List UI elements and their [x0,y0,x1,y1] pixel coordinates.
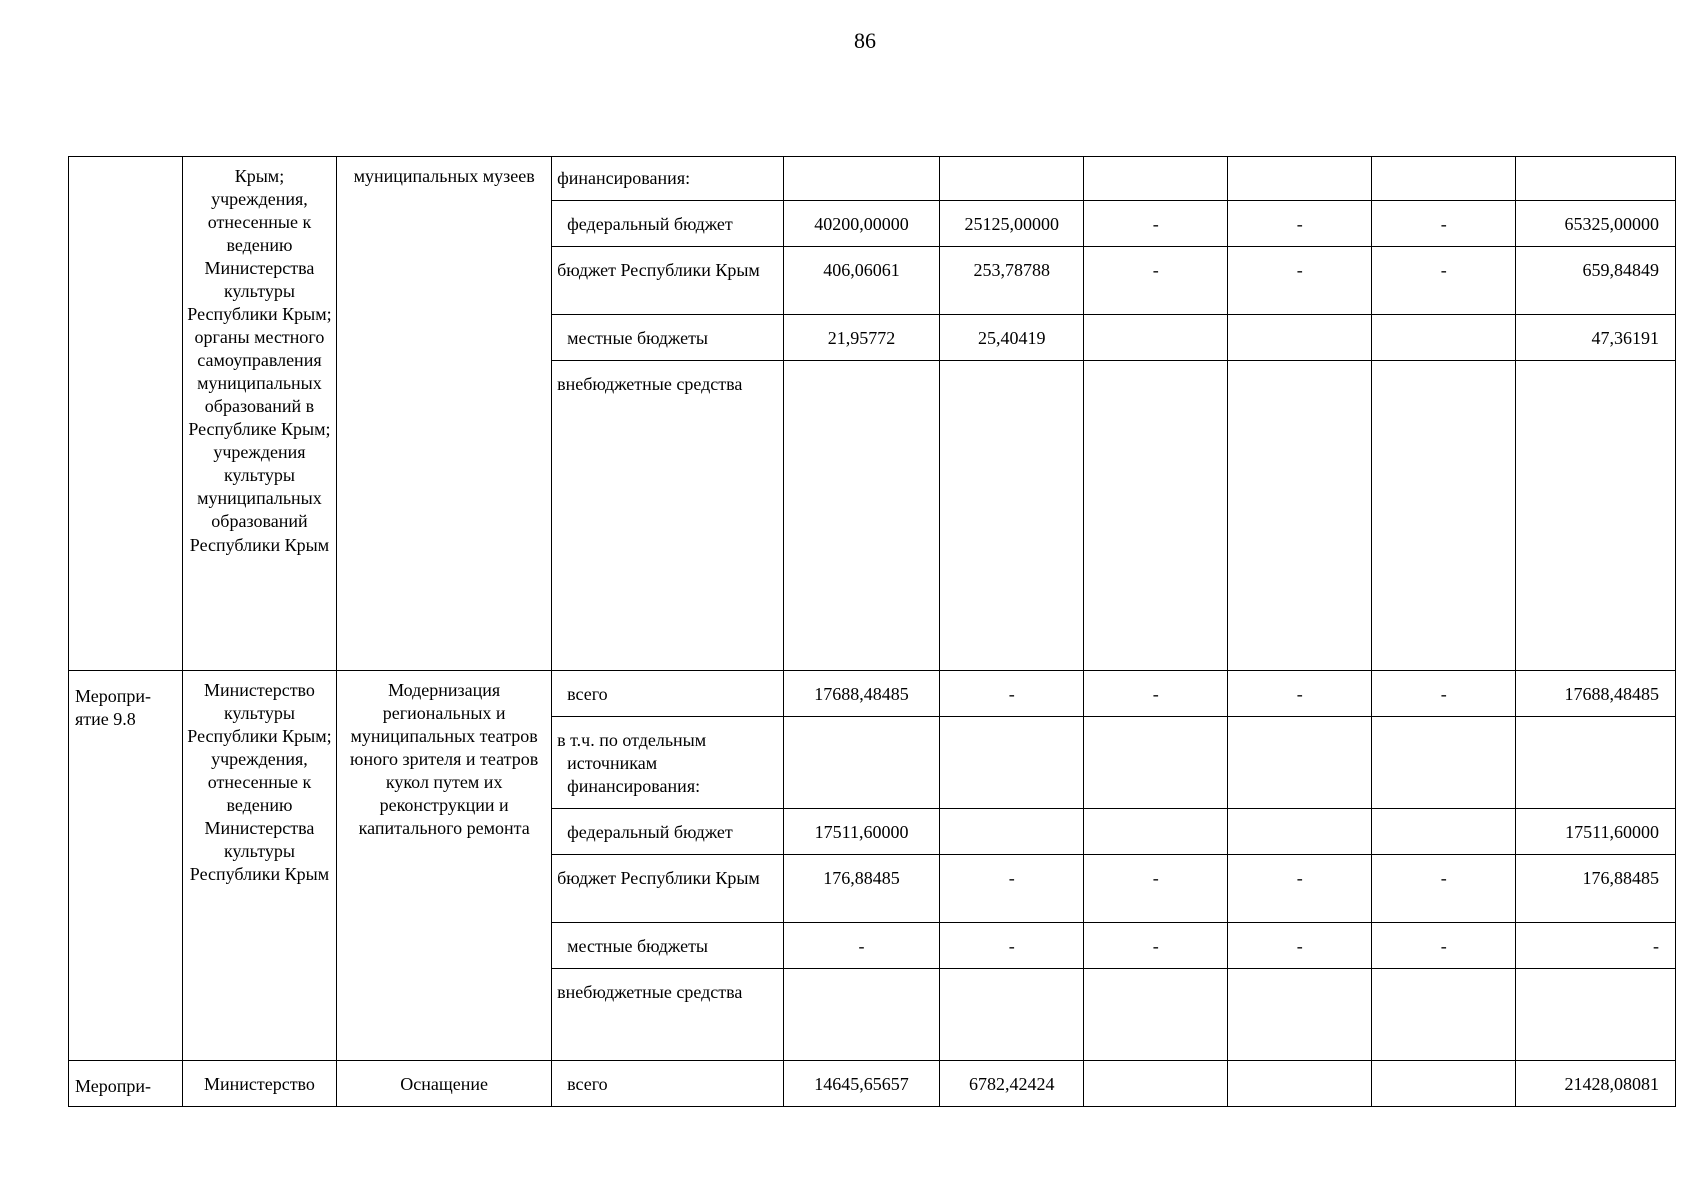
source-cell: бюджет Республики Крым [552,247,784,315]
value-cell: 6782,42424 [940,1061,1084,1107]
value-cell: 406,06061 [783,247,940,315]
value-cell: - [1084,855,1228,923]
value-cell [1084,809,1228,855]
event-cell [69,157,183,671]
value-cell: 14645,65657 [783,1061,940,1107]
value-cell: 17511,60000 [783,809,940,855]
source-cell: внебюджетные средства [552,969,784,1061]
value-cell: - [940,855,1084,923]
value-cell: - [1372,855,1516,923]
value-cell: - [1084,201,1228,247]
value-cell: - [1228,247,1372,315]
total-value-cell: - [1516,923,1676,969]
total-value-cell: 47,36191 [1516,315,1676,361]
budget-table [68,156,1676,1107]
event-name-cell: муниципальных музеев [337,157,552,671]
value-cell: 21,95772 [783,315,940,361]
source-cell: местные бюджеты [552,315,784,361]
event-cell: Меропри-ятие 9.8 [69,671,183,1061]
total-value-cell: 17511,60000 [1516,809,1676,855]
value-cell: 17688,48485 [783,671,940,717]
value-cell [1228,1061,1372,1107]
value-cell: - [1372,671,1516,717]
value-cell: 25,40419 [940,315,1084,361]
source-cell: бюджет Республики Крым [552,855,784,923]
total-value-cell: 659,84849 [1516,247,1676,315]
value-cell: 176,88485 [783,855,940,923]
value-cell: - [1372,247,1516,315]
value-cell [1228,809,1372,855]
value-cell: - [1372,923,1516,969]
table-row [69,157,1676,201]
table-row [69,671,1676,717]
value-cell: - [1228,201,1372,247]
value-cell: - [1228,671,1372,717]
source-cell: в т.ч. по отдельным источникам финансирования: [552,717,784,809]
value-cell [1084,315,1228,361]
source-cell: всего [552,671,784,717]
source-cell: финансирования: [552,157,784,201]
source-cell: федеральный бюджет [552,809,784,855]
value-cell: - [783,923,940,969]
value-cell [1084,1061,1228,1107]
source-cell: федеральный бюджет [552,201,784,247]
value-cell: 253,78788 [940,247,1084,315]
executor-cell: Министерство [182,1061,336,1107]
event-name-cell: Оснащение [337,1061,552,1107]
total-value-cell: 65325,00000 [1516,201,1676,247]
value-cell [1372,809,1516,855]
value-cell: 40200,00000 [783,201,940,247]
total-value-cell: 176,88485 [1516,855,1676,923]
value-cell [940,809,1084,855]
executor-cell: Крым; учреждения, отнесенные к ведению Министерства культуры Республики Крым; органы местного самоуправления муниципальных образований в Республике Крым; учреждения культуры муниципальных образований Республики Крым [182,157,336,671]
source-cell: внебюджетные средства [552,361,784,671]
value-cell [1228,315,1372,361]
table-row [69,1061,1676,1107]
value-cell: 25125,00000 [940,201,1084,247]
value-cell: - [1372,201,1516,247]
value-cell: - [940,671,1084,717]
source-cell: всего [552,1061,784,1107]
value-cell: - [1228,855,1372,923]
value-cell: - [940,923,1084,969]
page-number: 86 [854,28,876,53]
total-value-cell: 21428,08081 [1516,1061,1676,1107]
event-name-cell: Модернизация региональных и муниципальных театров юного зрителя и театров кукол путем их реконструкции и капитального ремонта [337,671,552,1061]
source-cell: местные бюджеты [552,923,784,969]
value-cell: - [1084,247,1228,315]
value-cell [1372,1061,1516,1107]
executor-cell: Министерство культуры Республики Крым; учреждения, отнесенные к ведению Министерства культуры Республики Крым [182,671,336,1061]
total-value-cell: 17688,48485 [1516,671,1676,717]
event-cell: Меропри- [69,1061,183,1107]
value-cell: - [1228,923,1372,969]
value-cell: - [1084,671,1228,717]
value-cell: - [1084,923,1228,969]
value-cell [1372,315,1516,361]
